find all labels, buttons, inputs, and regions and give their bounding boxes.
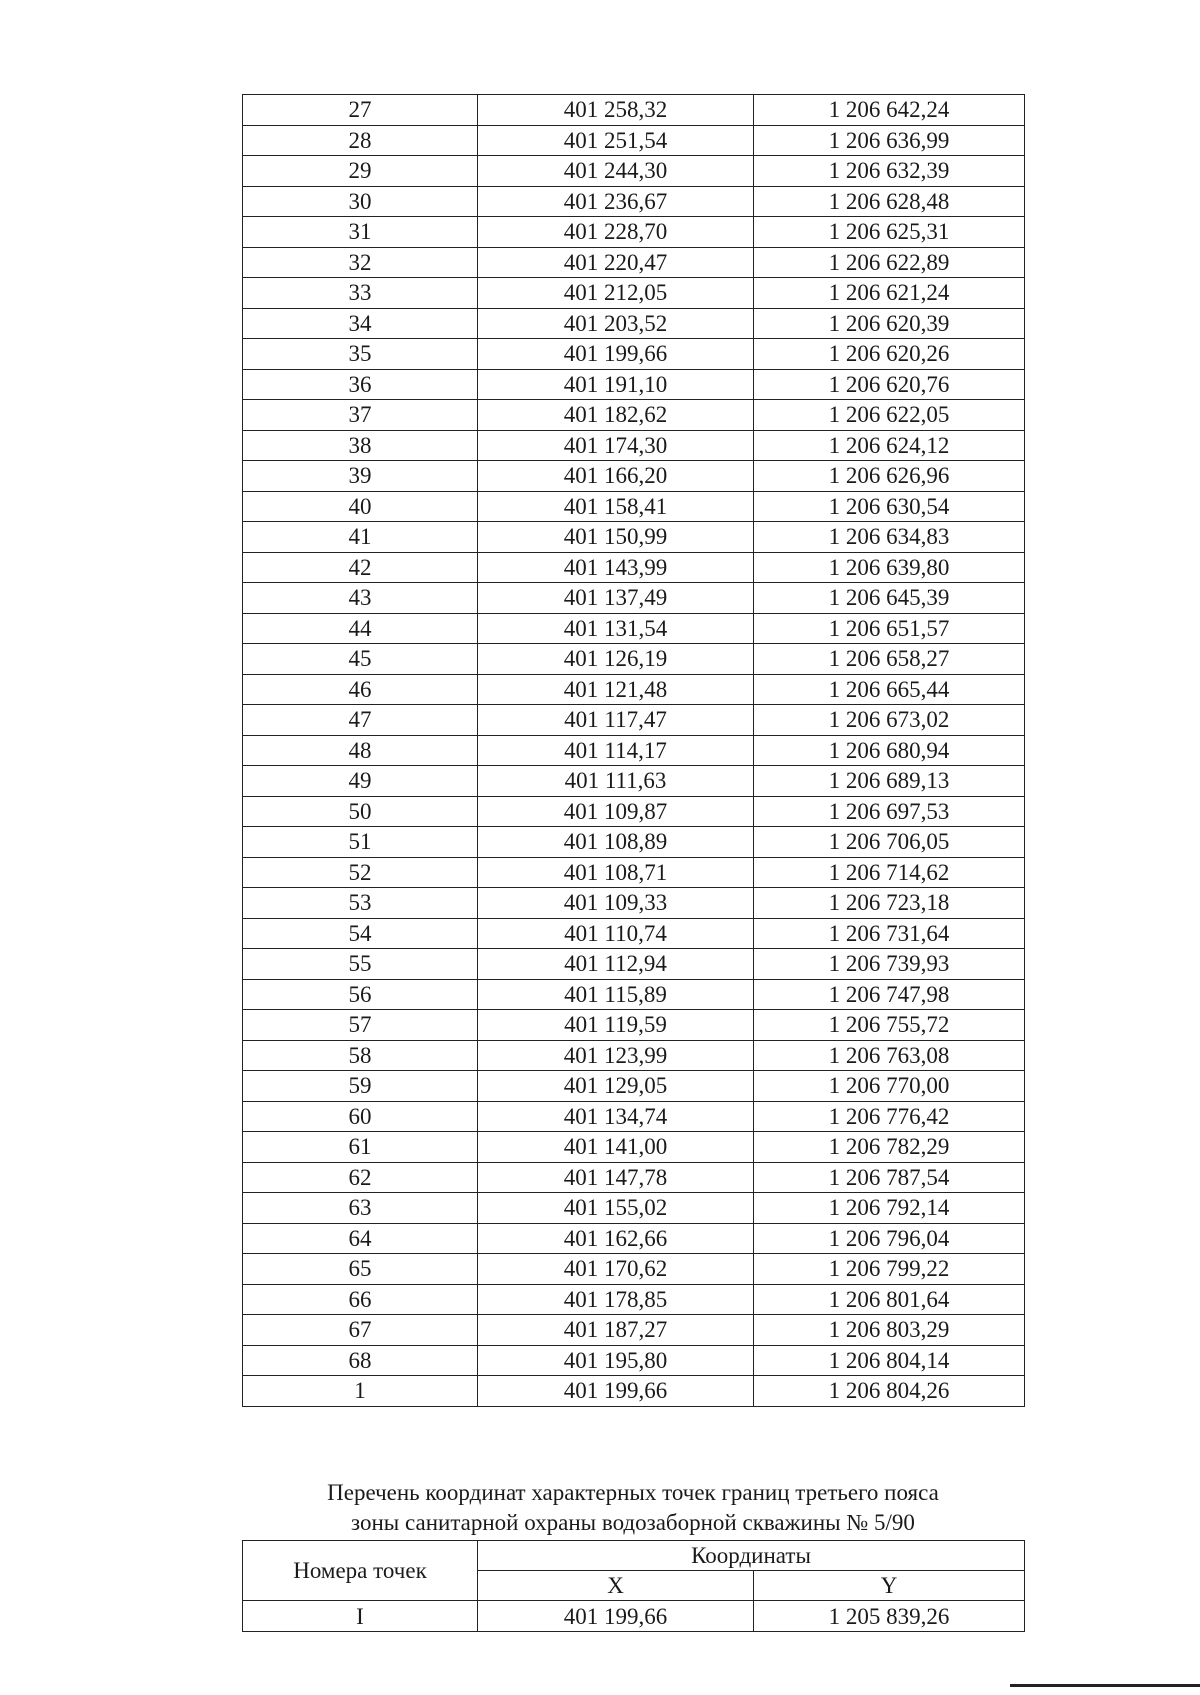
point-number-cell: 49 bbox=[243, 766, 478, 797]
point-number-cell: 54 bbox=[243, 918, 478, 949]
point-number-cell: 60 bbox=[243, 1101, 478, 1132]
point-number-cell: 64 bbox=[243, 1223, 478, 1254]
point-number-cell: 55 bbox=[243, 949, 478, 980]
y-coordinate-cell: 1 206 620,39 bbox=[754, 308, 1025, 339]
point-number-cell: 1 bbox=[243, 1376, 478, 1407]
x-coordinate-cell: 401 155,02 bbox=[478, 1193, 754, 1224]
x-coordinate-cell: 401 123,99 bbox=[478, 1040, 754, 1071]
y-coordinate-cell: 1 206 628,48 bbox=[754, 186, 1025, 217]
y-coordinate-cell: 1 206 801,64 bbox=[754, 1284, 1025, 1315]
x-coordinate-cell: 401 108,71 bbox=[478, 857, 754, 888]
y-coordinate-cell: 1 206 723,18 bbox=[754, 888, 1025, 919]
table-row bbox=[243, 888, 1025, 919]
x-coordinate-cell: 401 236,67 bbox=[478, 186, 754, 217]
point-number-cell: 66 bbox=[243, 1284, 478, 1315]
x-coordinate-cell: 401 111,63 bbox=[478, 766, 754, 797]
table-row bbox=[243, 705, 1025, 736]
x-coordinate-cell: 401 195,80 bbox=[478, 1345, 754, 1376]
y-coordinate-cell: 1 206 739,93 bbox=[754, 949, 1025, 980]
point-number-cell: 62 bbox=[243, 1162, 478, 1193]
zone3-header-row bbox=[243, 1541, 1025, 1571]
y-coordinate-cell: 1 206 796,04 bbox=[754, 1223, 1025, 1254]
point-number-cell: 38 bbox=[243, 430, 478, 461]
y-coordinate-cell: 1 206 636,99 bbox=[754, 125, 1025, 156]
x-coordinate-cell: 401 251,54 bbox=[478, 125, 754, 156]
x-coordinate-cell: 401 170,62 bbox=[478, 1254, 754, 1285]
x-coordinate-cell: 401 137,49 bbox=[478, 583, 754, 614]
header-x: X bbox=[478, 1571, 754, 1601]
x-coordinate-cell: 401 131,54 bbox=[478, 613, 754, 644]
x-coordinate-cell: 401 126,19 bbox=[478, 644, 754, 675]
y-coordinate-cell: 1 206 651,57 bbox=[754, 613, 1025, 644]
header-point-numbers: Номера точек bbox=[243, 1541, 478, 1601]
x-coordinate-cell: 401 220,47 bbox=[478, 247, 754, 278]
table-row bbox=[243, 156, 1025, 187]
table-row bbox=[243, 552, 1025, 583]
point-number-cell: I bbox=[243, 1601, 478, 1632]
y-coordinate-cell: 1 206 632,39 bbox=[754, 156, 1025, 187]
table-row bbox=[243, 1010, 1025, 1041]
point-number-cell: 33 bbox=[243, 278, 478, 309]
point-number-cell: 48 bbox=[243, 735, 478, 766]
y-coordinate-cell: 1 206 626,96 bbox=[754, 461, 1025, 492]
table-row bbox=[243, 1376, 1025, 1407]
table-row bbox=[243, 430, 1025, 461]
point-number-cell: 27 bbox=[243, 95, 478, 126]
x-coordinate-cell: 401 147,78 bbox=[478, 1162, 754, 1193]
table-row bbox=[243, 674, 1025, 705]
point-number-cell: 30 bbox=[243, 186, 478, 217]
point-number-cell: 37 bbox=[243, 400, 478, 431]
x-coordinate-cell: 401 117,47 bbox=[478, 705, 754, 736]
x-coordinate-cell: 401 121,48 bbox=[478, 674, 754, 705]
y-coordinate-cell: 1 206 625,31 bbox=[754, 217, 1025, 248]
y-coordinate-cell: 1 206 763,08 bbox=[754, 1040, 1025, 1071]
y-coordinate-cell: 1 206 630,54 bbox=[754, 491, 1025, 522]
point-number-cell: 61 bbox=[243, 1132, 478, 1163]
table-row bbox=[243, 125, 1025, 156]
y-coordinate-cell: 1 205 839,26 bbox=[754, 1601, 1025, 1632]
point-number-cell: 47 bbox=[243, 705, 478, 736]
y-coordinate-cell: 1 206 747,98 bbox=[754, 979, 1025, 1010]
table-row bbox=[243, 644, 1025, 675]
zone3-table-body bbox=[243, 1601, 1025, 1632]
point-number-cell: 29 bbox=[243, 156, 478, 187]
x-coordinate-cell: 401 109,87 bbox=[478, 796, 754, 827]
point-number-cell: 51 bbox=[243, 827, 478, 858]
x-coordinate-cell: 401 162,66 bbox=[478, 1223, 754, 1254]
x-coordinate-cell: 401 134,74 bbox=[478, 1101, 754, 1132]
point-number-cell: 63 bbox=[243, 1193, 478, 1224]
point-number-cell: 57 bbox=[243, 1010, 478, 1041]
header-coordinates: Координаты bbox=[478, 1541, 1025, 1571]
x-coordinate-cell: 401 199,66 bbox=[478, 1601, 754, 1632]
y-coordinate-cell: 1 206 621,24 bbox=[754, 278, 1025, 309]
table-row bbox=[243, 1162, 1025, 1193]
x-coordinate-cell: 401 119,59 bbox=[478, 1010, 754, 1041]
table-row bbox=[243, 1254, 1025, 1285]
table-row bbox=[243, 979, 1025, 1010]
table-row bbox=[243, 217, 1025, 248]
table-row bbox=[243, 95, 1025, 126]
x-coordinate-cell: 401 182,62 bbox=[478, 400, 754, 431]
y-coordinate-cell: 1 206 787,54 bbox=[754, 1162, 1025, 1193]
table-row bbox=[243, 1101, 1025, 1132]
y-coordinate-cell: 1 206 645,39 bbox=[754, 583, 1025, 614]
table-row bbox=[243, 949, 1025, 980]
point-number-cell: 65 bbox=[243, 1254, 478, 1285]
table-row bbox=[243, 583, 1025, 614]
table-row bbox=[243, 1223, 1025, 1254]
y-coordinate-cell: 1 206 770,00 bbox=[754, 1071, 1025, 1102]
y-coordinate-cell: 1 206 755,72 bbox=[754, 1010, 1025, 1041]
y-coordinate-cell: 1 206 804,14 bbox=[754, 1345, 1025, 1376]
table-row bbox=[243, 247, 1025, 278]
zone3-heading-line2: зоны санитарной охраны водозаборной скважины № 5/90 bbox=[351, 1510, 915, 1535]
point-number-cell: 35 bbox=[243, 339, 478, 370]
table-row bbox=[243, 491, 1025, 522]
y-coordinate-cell: 1 206 776,42 bbox=[754, 1101, 1025, 1132]
x-coordinate-cell: 401 203,52 bbox=[478, 308, 754, 339]
table-row bbox=[243, 308, 1025, 339]
x-coordinate-cell: 401 108,89 bbox=[478, 827, 754, 858]
point-number-cell: 56 bbox=[243, 979, 478, 1010]
y-coordinate-cell: 1 206 799,22 bbox=[754, 1254, 1025, 1285]
table-row bbox=[243, 522, 1025, 553]
point-number-cell: 28 bbox=[243, 125, 478, 156]
header-y: Y bbox=[754, 1571, 1025, 1601]
point-number-cell: 34 bbox=[243, 308, 478, 339]
point-number-cell: 59 bbox=[243, 1071, 478, 1102]
x-coordinate-cell: 401 228,70 bbox=[478, 217, 754, 248]
x-coordinate-cell: 401 258,32 bbox=[478, 95, 754, 126]
zone3-heading-line1: Перечень координат характерных точек границ третьего пояса bbox=[327, 1480, 939, 1505]
y-coordinate-cell: 1 206 680,94 bbox=[754, 735, 1025, 766]
x-coordinate-cell: 401 150,99 bbox=[478, 522, 754, 553]
x-coordinate-cell: 401 244,30 bbox=[478, 156, 754, 187]
coordinates-table-body bbox=[243, 95, 1025, 1407]
y-coordinate-cell: 1 206 634,83 bbox=[754, 522, 1025, 553]
table-row bbox=[243, 1601, 1025, 1632]
table-row bbox=[243, 613, 1025, 644]
table-row bbox=[243, 1071, 1025, 1102]
y-coordinate-cell: 1 206 792,14 bbox=[754, 1193, 1025, 1224]
x-coordinate-cell: 401 212,05 bbox=[478, 278, 754, 309]
table-row bbox=[243, 796, 1025, 827]
y-coordinate-cell: 1 206 639,80 bbox=[754, 552, 1025, 583]
table-row bbox=[243, 369, 1025, 400]
x-coordinate-cell: 401 158,41 bbox=[478, 491, 754, 522]
table-row bbox=[243, 857, 1025, 888]
table-row bbox=[243, 1040, 1025, 1071]
zone3-heading bbox=[242, 1478, 1024, 1538]
x-coordinate-cell: 401 174,30 bbox=[478, 430, 754, 461]
table-row bbox=[243, 186, 1025, 217]
y-coordinate-cell: 1 206 697,53 bbox=[754, 796, 1025, 827]
x-coordinate-cell: 401 109,33 bbox=[478, 888, 754, 919]
y-coordinate-cell: 1 206 706,05 bbox=[754, 827, 1025, 858]
x-coordinate-cell: 401 191,10 bbox=[478, 369, 754, 400]
point-number-cell: 42 bbox=[243, 552, 478, 583]
y-coordinate-cell: 1 206 673,02 bbox=[754, 705, 1025, 736]
point-number-cell: 40 bbox=[243, 491, 478, 522]
y-coordinate-cell: 1 206 689,13 bbox=[754, 766, 1025, 797]
x-coordinate-cell: 401 115,89 bbox=[478, 979, 754, 1010]
page-edge-line bbox=[1010, 1684, 1200, 1687]
y-coordinate-cell: 1 206 803,29 bbox=[754, 1315, 1025, 1346]
table-row bbox=[243, 918, 1025, 949]
point-number-cell: 58 bbox=[243, 1040, 478, 1071]
table-row bbox=[243, 1193, 1025, 1224]
table-row bbox=[243, 1345, 1025, 1376]
y-coordinate-cell: 1 206 622,05 bbox=[754, 400, 1025, 431]
y-coordinate-cell: 1 206 731,64 bbox=[754, 918, 1025, 949]
table-row bbox=[243, 827, 1025, 858]
point-number-cell: 32 bbox=[243, 247, 478, 278]
x-coordinate-cell: 401 199,66 bbox=[478, 339, 754, 370]
x-coordinate-cell: 401 166,20 bbox=[478, 461, 754, 492]
point-number-cell: 46 bbox=[243, 674, 478, 705]
point-number-cell: 50 bbox=[243, 796, 478, 827]
y-coordinate-cell: 1 206 658,27 bbox=[754, 644, 1025, 675]
table-row bbox=[243, 735, 1025, 766]
point-number-cell: 52 bbox=[243, 857, 478, 888]
point-number-cell: 43 bbox=[243, 583, 478, 614]
y-coordinate-cell: 1 206 665,44 bbox=[754, 674, 1025, 705]
table-row bbox=[243, 766, 1025, 797]
y-coordinate-cell: 1 206 622,89 bbox=[754, 247, 1025, 278]
y-coordinate-cell: 1 206 714,62 bbox=[754, 857, 1025, 888]
x-coordinate-cell: 401 143,99 bbox=[478, 552, 754, 583]
x-coordinate-cell: 401 110,74 bbox=[478, 918, 754, 949]
x-coordinate-cell: 401 129,05 bbox=[478, 1071, 754, 1102]
y-coordinate-cell: 1 206 782,29 bbox=[754, 1132, 1025, 1163]
zone3-coordinates-table bbox=[242, 1540, 1025, 1632]
point-number-cell: 31 bbox=[243, 217, 478, 248]
point-number-cell: 44 bbox=[243, 613, 478, 644]
table-row bbox=[243, 461, 1025, 492]
y-coordinate-cell: 1 206 620,76 bbox=[754, 369, 1025, 400]
x-coordinate-cell: 401 187,27 bbox=[478, 1315, 754, 1346]
table-row bbox=[243, 278, 1025, 309]
x-coordinate-cell: 401 178,85 bbox=[478, 1284, 754, 1315]
point-number-cell: 45 bbox=[243, 644, 478, 675]
x-coordinate-cell: 401 112,94 bbox=[478, 949, 754, 980]
y-coordinate-cell: 1 206 642,24 bbox=[754, 95, 1025, 126]
point-number-cell: 53 bbox=[243, 888, 478, 919]
table-row bbox=[243, 1284, 1025, 1315]
x-coordinate-cell: 401 114,17 bbox=[478, 735, 754, 766]
point-number-cell: 41 bbox=[243, 522, 478, 553]
y-coordinate-cell: 1 206 620,26 bbox=[754, 339, 1025, 370]
point-number-cell: 39 bbox=[243, 461, 478, 492]
coordinates-table bbox=[242, 94, 1025, 1407]
table-row bbox=[243, 400, 1025, 431]
x-coordinate-cell: 401 141,00 bbox=[478, 1132, 754, 1163]
x-coordinate-cell: 401 199,66 bbox=[478, 1376, 754, 1407]
point-number-cell: 36 bbox=[243, 369, 478, 400]
point-number-cell: 67 bbox=[243, 1315, 478, 1346]
y-coordinate-cell: 1 206 624,12 bbox=[754, 430, 1025, 461]
point-number-cell: 68 bbox=[243, 1345, 478, 1376]
table-row bbox=[243, 1132, 1025, 1163]
y-coordinate-cell: 1 206 804,26 bbox=[754, 1376, 1025, 1407]
table-row bbox=[243, 339, 1025, 370]
table-row bbox=[243, 1315, 1025, 1346]
